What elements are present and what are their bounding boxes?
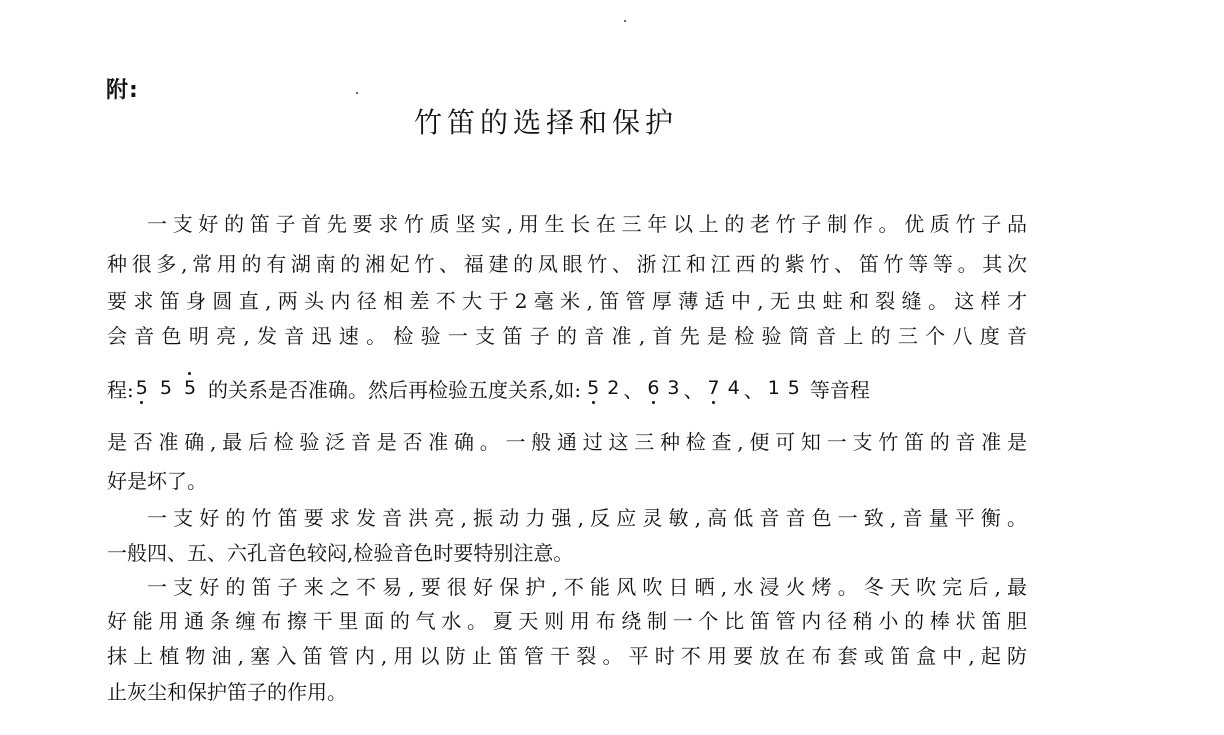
paragraph-line: 抹上植物油,塞入笛管内,用以防止笛管干裂。平时不用要放在布套或笛盒中,起防 xyxy=(107,644,1027,668)
separator: 、 xyxy=(743,377,764,402)
paragraph-line: 会音色明亮,发音迅速。检验一支笛子的音准,首先是检验筒音上的三个八度音 xyxy=(107,324,1027,348)
notation-prefix: 程: xyxy=(107,377,134,402)
paragraph-line: 一支好的笛子来之不易,要很好保护,不能风吹日晒,水浸火烤。冬天吹完后,最 xyxy=(147,575,1027,599)
paragraph-line: 一支好的笛子首先要求竹质坚实,用生长在三年以上的老竹子制作。优质竹子品 xyxy=(147,212,1027,236)
note-low-5: 5 xyxy=(587,377,600,399)
notation-middle-text: 的关系是否准确。然后再检验五度关系,如: xyxy=(208,377,582,402)
note-5: 5 xyxy=(159,377,172,399)
paragraph-line: 好能用通条缠布擦干里面的气水。夏天则用布绕制一个比笛管内径稍小的棒状笛胆 xyxy=(107,609,1027,633)
page-title: 竹笛的选择和保护 xyxy=(414,106,679,139)
note-low-6: 6 xyxy=(647,377,660,399)
note-1: 1 xyxy=(767,377,780,399)
note-low-7: 7 xyxy=(707,377,720,399)
paragraph-line: 一支好的竹笛要求发音洪亮,振动力强,反应灵敏,高低音音色一致,音量平衡。 xyxy=(147,506,1027,530)
notation-line xyxy=(107,375,1027,401)
paragraph-line: 止灰尘和保护笛子的作用。 xyxy=(107,680,347,704)
scan-speck xyxy=(356,92,358,94)
paragraph-line: 种很多,常用的有湖南的湘妃竹、福建的凤眼竹、浙江和江西的紫竹、笛竹等等。其次 xyxy=(107,252,1027,276)
note-4: 4 xyxy=(727,377,740,399)
paragraph-line: 一般四、五、六孔音色较闷,检验音色时要特别注意。 xyxy=(107,541,574,565)
separator: 、 xyxy=(623,377,644,402)
note-low-5: 5 xyxy=(135,377,148,399)
paragraph-line: 要求笛身圆直,两头内径相差不大于2毫米,笛管厚薄适中,无虫蛀和裂缝。这样才 xyxy=(107,289,1027,313)
paragraph-line: 好是坏了。 xyxy=(107,469,207,493)
notation-suffix: 等音程 xyxy=(809,377,870,402)
note-2: 2 xyxy=(607,377,620,399)
separator: 、 xyxy=(683,377,704,402)
note-3: 3 xyxy=(667,377,680,399)
note-high-5: 5 xyxy=(183,377,197,399)
note-5: 5 xyxy=(787,377,800,399)
paragraph-line: 是否准确,最后检验泛音是否准确。一般通过这三种检查,便可知一支竹笛的音准是 xyxy=(107,430,1027,454)
scan-speck xyxy=(624,20,626,22)
appendix-label: 附: xyxy=(106,78,139,103)
